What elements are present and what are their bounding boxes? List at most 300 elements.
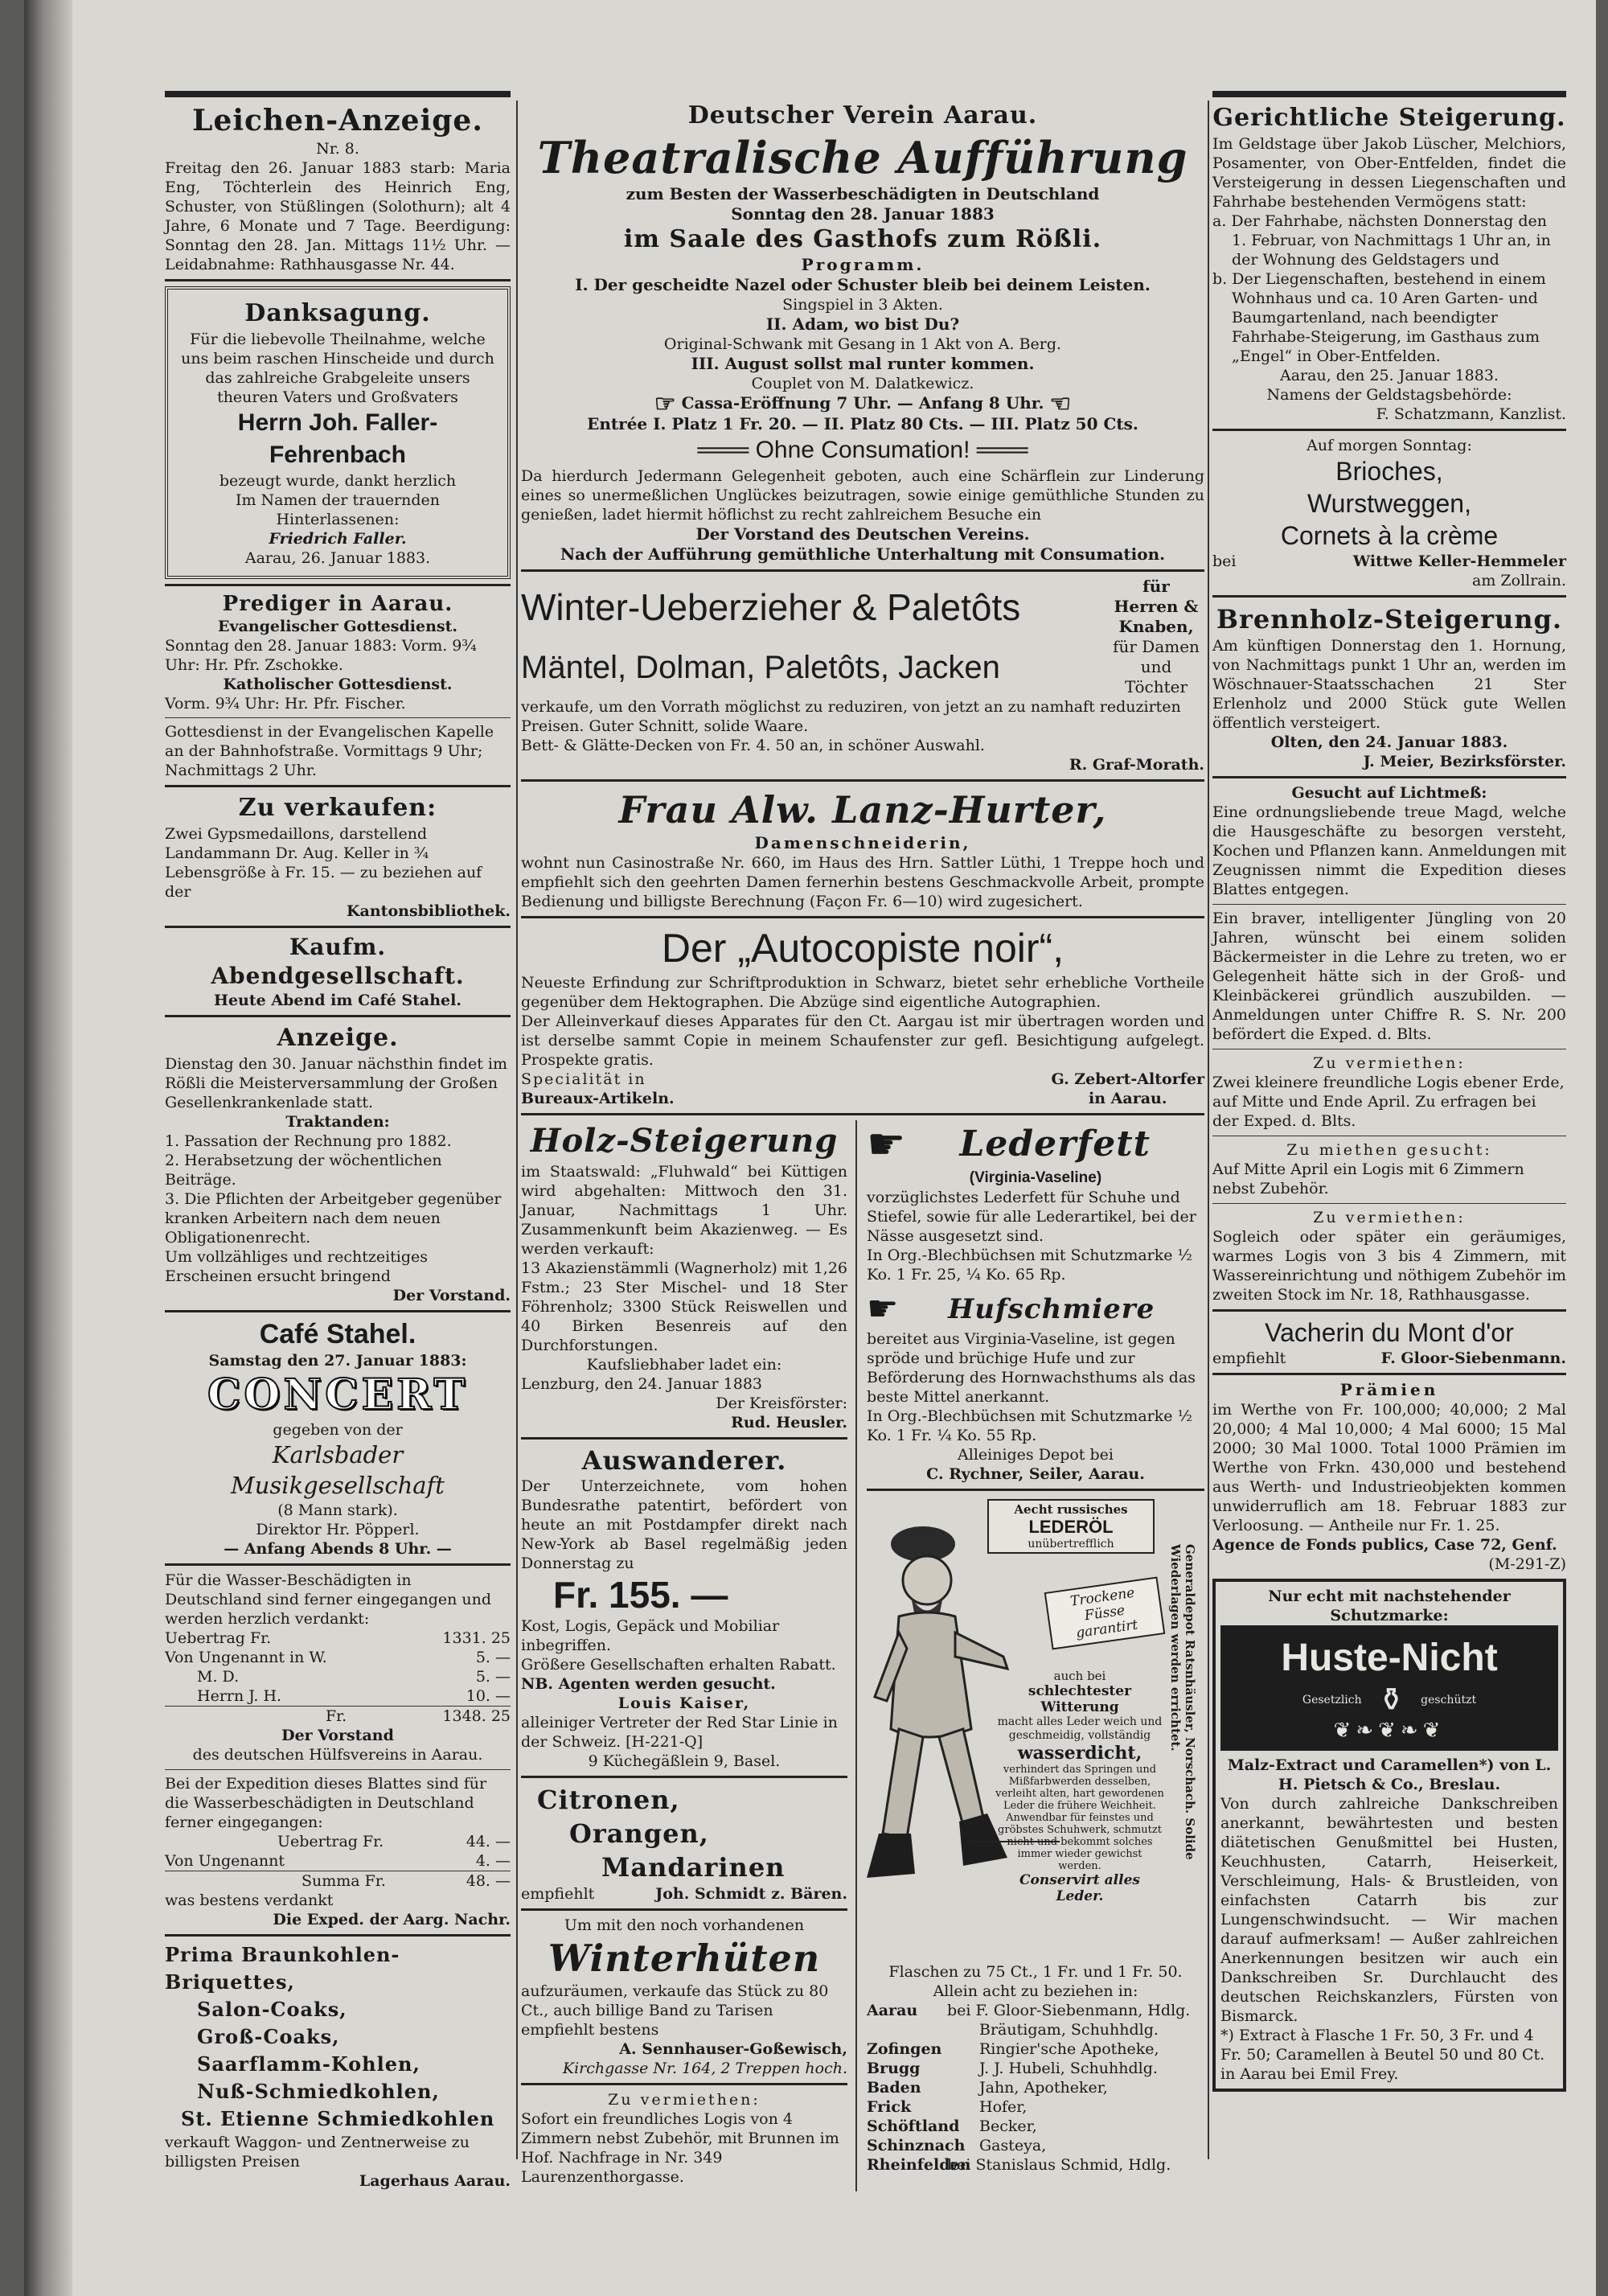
holz-text2: 13 Akazienstämmli (Wagnerholz) mit 1,26 Fstm.; 23 Ster Mischel- und 18 Ster Föhrenholz; 3300 Stück Reiswellen und 40 Birken Besenreis auf den Durchforstungen. <box>521 1259 847 1354</box>
holz-sign1: Der Kreisförster: <box>716 1394 847 1412</box>
pointing-hand-left-icon: ☜ <box>1049 390 1072 418</box>
lederoel-tag6: Conservirt alles Leder. <box>1019 1872 1140 1904</box>
lichtmess-ad <box>1212 783 1566 899</box>
holz-text3: Kaufsliebhaber ladet ein: <box>586 1356 782 1374</box>
theater-title: Theatralische Aufführung <box>537 132 1188 183</box>
praemien-title: Prämien <box>1339 1380 1439 1399</box>
newspaper-page <box>24 0 1596 2296</box>
lederoel-tag4: wasserdicht, <box>1017 1743 1142 1764</box>
gericht-date: Aarau, den 25. Januar 1883. <box>1280 367 1499 384</box>
depot-row <box>867 2059 1204 2078</box>
rule <box>165 584 511 586</box>
depot-town: Aarau <box>867 2002 918 2019</box>
anzeige-text2: Um vollzähliges und rechtzeitiges Erscheinen ersucht bringend <box>165 1248 429 1285</box>
huste-text: Malz-Extract und Caramellen*) von L. H. Pietsch & Co., Breslau. <box>1227 1756 1552 1793</box>
leichen-nr: Nr. 8. <box>316 140 359 158</box>
winter-text2: Bett- & Glätte-Decken von Fr. 4. 50 an, in schöner Auswahl. <box>521 737 985 754</box>
pointing-hand-right-icon: ☛ <box>867 1119 906 1169</box>
lederfett-text: vorzüglichstes Lederfett für Schuhe und Stiefel, sowie für alle Lederartikel, bei der Nässe ausgesetzt sind. <box>867 1189 1196 1245</box>
leichen-anzeige <box>165 102 511 274</box>
kohlen-text: verkauft Waggon- und Zentnerweise zu billigsten Preisen <box>165 2134 470 2171</box>
middle-split <box>521 1120 1204 2191</box>
row-value: 44. — <box>466 1833 511 1850</box>
huf-sign: C. Rychner, Seiler, Aarau. <box>926 1465 1145 1483</box>
lanz-text: wohnt nun Casinostraße Nr. 660, im Haus des Hrn. Sattler Lüthi, 1 Treppe hoch und empfiehlt sich den geehrten Damen fernerhin bestens Geschmackvolle Arbeit, prompte Bedienung und billigste Berechnung (Façon Fr. 6—10) wird zugesichert. <box>521 854 1204 910</box>
theater-p2: II. Adam, wo bist Du? <box>765 314 960 334</box>
theater-text: Da hierdurch Jedermann Gelegenheit geboten, auch eine Schärflein zur Linderung eines so unermeßlichen Unglückes beizutragen, sowie einige gemüthliche Stunden zu genießen, ladet hiermit höflichst zu recht zahlreichem Besuche ein <box>521 467 1204 524</box>
wasser-sign1: Der Vorstand <box>281 1727 394 1744</box>
auto-sign1: G. Zebert-Altorfer <box>1051 1070 1204 1088</box>
rule <box>1212 595 1566 598</box>
anzeige-text: Dienstag den 30. Januar nächsthin findet im Rößli die Meisterversammlung der Großen Gesellenkrankenlade statt. <box>165 1055 508 1111</box>
depot-row <box>867 2117 1204 2136</box>
row-label: Fr. <box>326 1707 347 1725</box>
winter-line2: Mäntel, Dolman, Paletôts, Jacken <box>521 649 1000 685</box>
huf-title: Hufschmiere <box>948 1293 1155 1325</box>
brioches-sign: Wittwe Keller-Hemmeler <box>1352 552 1566 570</box>
vacherin-title: Vacherin du Mont d'or <box>1265 1318 1514 1347</box>
holz-ad <box>521 1120 847 1432</box>
vacherin-foot <box>1212 1349 1566 1368</box>
winter-ad <box>521 577 1204 774</box>
kohlen-line: Groß-Coaks, <box>197 2025 340 2048</box>
exp-row <box>165 1851 511 1871</box>
dank-date: Aarau, 26. Januar 1883. <box>244 549 431 567</box>
lederoel-tag1: auch bei <box>1053 1669 1106 1683</box>
hueten-title: Winterhüten <box>548 1937 821 1980</box>
wasser-row <box>165 1667 511 1686</box>
wasser-row <box>165 1648 511 1667</box>
cafe-concert: CONCERT <box>207 1370 469 1419</box>
gericht-behoerde: Namens der Geldstagsbehörde: <box>1266 386 1512 404</box>
rule <box>1212 776 1566 778</box>
huste-trademark <box>1220 1627 1558 1751</box>
ausw-text2: Kost, Logis, Gepäck und Mobiliar inbegriffen. <box>521 1617 780 1654</box>
column-right <box>1212 84 1566 2159</box>
citronen-ad <box>521 1783 847 1904</box>
theater-entree: Entrée I. Platz 1 Fr. 20. — II. Platz 80 Cts. — III. Platz 50 Cts. <box>587 414 1138 433</box>
brioches-bei: bei <box>1212 552 1237 570</box>
column-left <box>165 84 511 2190</box>
dank-signer: Friedrich Faller. <box>269 530 407 548</box>
cafe-stahel <box>165 1317 511 1559</box>
vase-emblem-icon: ⚱ <box>1377 1682 1405 1719</box>
hufschmiere-ad <box>867 1289 1204 1484</box>
row-label: M. D. <box>197 1668 240 1686</box>
kohlen-line: Prima Braunkohlen-Briquettes, <box>165 1943 400 1994</box>
gerichtliche-steigerung <box>1212 102 1566 424</box>
praemien-text: im Werthe von Fr. 100,000; 40,000; 2 Mal 20,000; 4 Mal 10,000; 4 Mal 6000; 15 Mal 2000; 30 Mal 1000. Total 1000 Prämien im Werthe von Frkn. 430,000 und bestehend aus Werth- und Industrieobjekten kommen unwiderruflich am 18. Februar 1883 zur Verloosung. — Antheile nur Fr. 1. 25. <box>1212 1401 1566 1534</box>
prediger-ev: Evangelischer Gottesdienst. <box>218 618 457 635</box>
citronen-foot <box>521 1884 847 1904</box>
depot-row <box>867 2020 1204 2039</box>
hueten-addr: Kirchgasse Nr. 164, 2 Treppen hoch. <box>562 2060 847 2077</box>
row-label: Von Ungenannt <box>165 1852 285 1870</box>
brennholz-text: Am künftigen Donnerstag den 1. Hornung, von Nachmittags punkt 1 Uhr an, werden im Wöschnauer-Staatsschachen 21 Ster Erlenholz und 2000 Stück gute Wellen öffentlich versteigert. <box>1212 637 1566 732</box>
depot-row <box>867 2078 1204 2097</box>
huf-head <box>867 1289 1204 1329</box>
lederoel-illustration <box>867 1496 1204 1962</box>
anzeige-trak: Traktanden: <box>285 1113 390 1131</box>
praemien-code: (M-291-Z) <box>1488 1555 1566 1573</box>
dank-title: Danksagung. <box>244 299 431 327</box>
citronen-sign: Joh. Schmidt z. Bären. <box>655 1885 847 1903</box>
kohlen-line: Saarflamm-Kohlen, <box>197 2052 420 2076</box>
verkauf-sign: Kantonsbibliothek. <box>347 902 511 920</box>
lederoel-head3: unübertrefflich <box>1028 1538 1114 1551</box>
auto-spec2: Bureaux-Artikeln. <box>521 1090 675 1107</box>
ausw-text4: alleiniger Vertreter der Red Star Linie in der Schweiz. [H-221-Q] <box>521 1714 838 1751</box>
theater-nach: Nach der Aufführung gemüthliche Unterhaltung mit Consumation. <box>560 544 1166 564</box>
lederoel-head1: Aecht russisches <box>1014 1502 1128 1517</box>
auto-sign2: in Aarau. <box>1089 1090 1167 1107</box>
huf-text: bereitet aus Virginia-Vaseline, ist gegen spröde und brüchige Hufe und zur Beförderung des Hornwachsthums als das beste Mittel anerkannt. <box>867 1330 1196 1406</box>
rule <box>521 1908 847 1911</box>
rule <box>165 1310 511 1312</box>
huste-title: Huste-Nicht <box>1281 1637 1498 1679</box>
prediger-kath-text: Vorm. 9¾ Uhr: Hr. Pfr. Fischer. <box>165 695 406 713</box>
dank-name: Herrn Joh. Faller-Fehrenbach <box>237 409 438 468</box>
rule <box>521 1776 847 1778</box>
wasser-total <box>165 1706 511 1726</box>
double-rule-icon: ═══ <box>976 437 1028 463</box>
hueten-pre: Um mit den noch vorhandenen <box>564 1916 805 1934</box>
holz-date: Lenzburg, den 24. Januar 1883 <box>521 1375 762 1393</box>
prediger-kapelle: Gottesdienst in der Evangelischen Kapelle an der Bahnhofstraße. Vormittags 9 Uhr; Nachmittags 2 Uhr. <box>165 723 494 779</box>
theater-p1: I. Der gescheidte Nazel oder Schuster bleib bei deinem Leisten. <box>575 275 1151 294</box>
kaufm-abendgesellschaft <box>165 933 511 1010</box>
row-value: 4. — <box>475 1852 511 1870</box>
cafe-mann: (8 Mann stark). <box>277 1501 398 1519</box>
verm1-title: Zu vermiethen: <box>1313 1054 1466 1072</box>
anzeige-item: 2. Herabsetzung der wöchentlichen Beiträge. <box>165 1152 442 1189</box>
brioches-pre: Auf morgen Sonntag: <box>1306 437 1472 454</box>
lederoel-tag3: macht alles Leder weich und geschmeidig, vollständig <box>997 1715 1163 1742</box>
depot-shop: J. J. Hubeli, Schuhhdlg. <box>979 2060 1158 2077</box>
anzeige-sign: Der Vorstand. <box>392 1287 511 1304</box>
brioches-l3: Cornets à la crème <box>1280 521 1499 550</box>
ausw-agents: NB. Agenten werden gesucht. <box>521 1675 776 1693</box>
wasser-sign2: des deutschen Hülfsvereins in Aarau. <box>192 1746 483 1764</box>
anzeige-item: 3. Die Pflichten der Arbeitgeber gegenüber kranken Arbeitern nach dem neuen Obligationenrecht. <box>165 1190 502 1247</box>
theater-kassa-row <box>521 390 1204 418</box>
hueten-text: aufzuräumen, verkaufe das Stück zu 80 Ct., auch billige Band zu Tarisen empfiehlt bestens <box>521 1982 829 2039</box>
kohlen-line: Nuß-Schmiedkohlen, <box>197 2080 440 2103</box>
holz-sign2: Rud. Heusler. <box>731 1414 847 1431</box>
depot-row <box>867 2001 1204 2020</box>
kohlen-line: Salon-Coaks, <box>197 1998 347 2021</box>
top-rule <box>165 91 511 97</box>
rule <box>165 279 511 281</box>
exp-total <box>165 1871 511 1891</box>
lanz-title: Frau Alw. Lanz-Hurter, <box>618 788 1107 832</box>
anzeige-item: 1. Passation der Rechnung pro 1882. <box>165 1132 452 1150</box>
rule <box>165 1563 511 1566</box>
winter-sign: R. Graf-Morath. <box>1069 756 1204 774</box>
vermiethen-2 <box>1212 1208 1566 1304</box>
anzeige-title: Anzeige. <box>277 1024 399 1052</box>
theater-l3: im Saale des Gasthofs zum Rößli. <box>623 225 1102 253</box>
winter-row2 <box>521 637 1204 697</box>
winter-text: verkaufe, um den Vorrath möglichst zu reduziren, von jetzt an zu namhaft reduzirten Preisen. Guter Schnitt, solide Waare. <box>521 698 1181 735</box>
rule <box>165 926 511 928</box>
auto-title: Der „Autocopiste noir“, <box>661 926 1064 971</box>
theater-p1b: Singspiel in 3 Akten. <box>782 296 943 314</box>
row-label: Herrn J. H. <box>197 1687 282 1705</box>
thin-rule <box>1212 904 1566 905</box>
auto-signblock <box>1052 1070 1204 1108</box>
cafe-dir: Direktor Hr. Pöpperl. <box>256 1521 420 1538</box>
verm1-text: Zwei kleinere freundliche Logis ebener Erde, auf Mitte und Ende April. Zu erfragen bei der Exped. d. Blts. <box>1212 1074 1565 1130</box>
lederoel-head2: LEDERÖL <box>1028 1517 1114 1537</box>
row-value: 48. — <box>466 1872 511 1890</box>
verkauf-title: Zu verkaufen: <box>238 794 437 822</box>
lederoel-tag <box>995 1669 1164 1904</box>
lederoel-price: Flaschen zu 75 Ct., 1 Fr. und 1 Fr. 50. <box>888 1963 1183 1981</box>
thin-rule <box>165 717 511 718</box>
wasser-row <box>165 1629 511 1648</box>
lederoel-sign-text: Trockene Füsse garantirt <box>1069 1584 1139 1642</box>
dank-text2: bezeugt wurde, dankt herzlich <box>219 472 457 490</box>
lederoel-depots <box>867 2001 1204 2175</box>
rule <box>521 2083 847 2085</box>
kohlen-line: St. Etienne Schmiedkohlen <box>181 2107 495 2130</box>
rule <box>1212 1309 1566 1312</box>
depot-row <box>867 2155 1204 2175</box>
theater-ohne: Ohne Consumation! <box>755 437 970 463</box>
winter-title: Winter-Ueberzieher & Paletôts <box>521 585 1021 628</box>
depot-row <box>867 2097 1204 2117</box>
depot-shop: Jahn, Apotheker, <box>979 2079 1108 2097</box>
rule <box>165 1934 511 1937</box>
rule <box>867 1489 1204 1491</box>
ausw-text3: Größere Gesellschaften erhalten Rabatt. <box>521 1656 836 1674</box>
prediger-ev-text: Sonntag den 28. Januar 1883: Vorm. 9¾ Uhr: Hr. Pfr. Zschokke. <box>165 637 477 674</box>
thin-rule <box>1212 1203 1566 1204</box>
exp-sign: Die Exped. der Aarg. Nachr. <box>273 1911 511 1928</box>
auto-foot <box>521 1070 1204 1108</box>
ausw-text: Der Unterzeichnete, vom hohen Bundesrathe patentirt, befördert von heute an mit Postdampfer direkt nach New-York ab Basel regelmäßig jeden Donnerstag zu <box>521 1477 847 1572</box>
pointing-hand-right-icon: ☞ <box>654 390 676 418</box>
vacherin-ad <box>1212 1316 1566 1368</box>
citronen-sign-pre: empfiehlt <box>521 1885 595 1903</box>
depot-shop: Becker, <box>979 2117 1037 2135</box>
gericht-a: a. Der Fahrhabe, nächsten Donnerstag den 1. Februar, von Nachmittags 1 Uhr an, in der Wohnung des Geldstagers und <box>1212 212 1551 269</box>
holz-title: Holz-Steigerung <box>530 1122 839 1160</box>
brennholz-title: Brennholz-Steigerung. <box>1216 604 1563 635</box>
depot-town <box>867 2020 947 2039</box>
depot-shop: Bräutigam, Schuhhdlg. <box>979 2021 1159 2039</box>
brioches-addr: am Zollrain. <box>1472 572 1566 589</box>
rule <box>1212 1373 1566 1375</box>
auto-spec1: Specialität in <box>521 1070 646 1088</box>
vermiethen-mid <box>521 2090 847 2187</box>
gericht-b: b. Der Liegenschaften, bestehend in einem Wohnhaus und ca. 10 Aren Garten- und Baumgartenland, nach beendigter Fahrhabe-Steigerung, im Gasthaus zum „Engel“ in Ober-Entfelden. <box>1212 270 1546 365</box>
theater-ad <box>521 101 1204 565</box>
double-rule-icon: ═══ <box>697 437 749 463</box>
top-rule <box>1212 91 1566 97</box>
depot-shop: bei F. Gloor-Siebenmann, Hdlg. <box>947 2002 1191 2019</box>
prediger-kath: Katholischer Gottesdienst. <box>223 676 453 693</box>
verm-mid-text: Sofort ein freundliches Logis von 4 Zimmern nebst Zubehör, mit Brunnen im Hof. Nachfrage in Nr. 349 Laurenzenthorgasse. <box>521 2110 839 2186</box>
leichen-text: Freitag den 26. Januar 1883 starb: Maria Eng, Töchterlein des Heinrich Eng, Schuster, von Stüßlingen (Solothurn); alt 4 Jahre, 6 Monate und 7 Tage. Beerdigung: Sonntag den 28. Jan. Mittags 11½ Uhr. — Leidabnahme: Rathhausgasse Nr. 44. <box>165 159 511 273</box>
theater-sign: Der Vorstand des Deutschen Vereins. <box>695 524 1030 544</box>
depot-row <box>867 2136 1204 2155</box>
lederoel-side-text: Generaldepot Ratsnhäusler, Norschach. Solide Wiederlagen werden errichtet. <box>1168 1544 1197 1860</box>
row-label: Von Ungenannt in W. <box>165 1649 327 1666</box>
dank-text3: Im Namen der trauernden Hinterlassenen: <box>235 491 441 528</box>
theater-ohne-row <box>521 434 1204 466</box>
theater-p2b: Original-Schwank mit Gesang in 1 Akt von A. Berg. <box>663 335 1062 353</box>
huste-emblem-row <box>1229 1682 1550 1719</box>
lederoel-tag2: schlechtester Witterung <box>1028 1683 1132 1715</box>
kaufm-title: Kaufm. Abendgesellschaft. <box>211 934 465 989</box>
juengling-ad <box>1212 909 1566 1044</box>
wasser-spenden <box>165 1571 511 1764</box>
exp-row <box>165 1832 511 1851</box>
leichen-title: Leichen-Anzeige. <box>192 104 483 138</box>
brioches-l1: Brioches, <box>1335 457 1443 486</box>
lederoel-side <box>1168 1544 1200 1946</box>
prediger <box>165 591 511 780</box>
lanz-ad <box>521 787 1204 911</box>
lichtmess-title: Gesucht auf Lichtmeß: <box>1291 784 1487 802</box>
praemien-agence: Agence de Fonds publics, Case 72, Genf. <box>1212 1536 1557 1554</box>
expedition-spenden <box>165 1774 511 1929</box>
auto-text: Neueste Erfindung zur Schriftproduktion in Schwarz, bietet sehr erhebliche Vortheile gegenüber dem Hektographen. Die Abzüge sind eigentliche Autographien. <box>521 974 1204 1011</box>
page-binding <box>24 0 72 2296</box>
lederfett-title: Lederfett <box>959 1123 1151 1164</box>
column-divider-left <box>516 101 518 2159</box>
gericht-title: Gerichtliche Steigerung. <box>1212 104 1566 132</box>
row-value: 5. — <box>475 1668 511 1686</box>
miethen-gesucht <box>1212 1140 1566 1198</box>
lederfett-text2: In Org.-Blechbüchsen mit Schutzmarke ½ Ko. 1 Fr. 25, ¼ Ko. 65 Rp. <box>867 1247 1192 1284</box>
wasser-row <box>165 1686 511 1706</box>
lederoel-badge <box>987 1499 1155 1554</box>
citronen-line: Mandarinen <box>601 1852 786 1883</box>
rule <box>521 916 1204 918</box>
column-middle <box>521 84 1204 2186</box>
huf-text3: Alleiniges Depot bei <box>958 1446 1114 1464</box>
row-label: Uebertrag Fr. <box>165 1629 272 1647</box>
ausw-name: Louis Kaiser, <box>617 1694 751 1712</box>
huf-text2: In Org.-Blechbüchsen mit Schutzmarke ½ Ko. 1 Fr. ¼ Ko. 55 Rp. <box>867 1407 1192 1444</box>
huste-note: *) Extract à Flasche 1 Fr. 50, 3 Fr. und 4 Fr. 50; Caramellen à Beutel 50 und 80 Ct. in Aarau bei Emil Frey. <box>1220 2027 1545 2083</box>
exp-text: Bei der Expedition dieses Blattes sind für die Wasserbeschädigten in Deutschland ferner eingegangen: <box>165 1775 487 1831</box>
theater-verein: Deutscher Verein Aarau. <box>687 101 1038 129</box>
verm2-title: Zu vermiethen: <box>1313 1209 1466 1226</box>
verm2-text: Sogleich oder später ein geräumiges, warmes Logis von 3 bis 4 Zimmern, mit Wassereinrichtung und nöthigem Zubehör im zweiten Stock im Nr. 18, Rathhausgasse. <box>1212 1228 1566 1304</box>
vermiethen-1 <box>1212 1054 1566 1131</box>
column-divider-right <box>1208 101 1209 2159</box>
verkauf-text: Zwei Gypsmedaillons, darstellend Landammann Dr. Aug. Keller in ¾ Lebensgröße à Fr. 15. — zu beziehen auf der <box>165 825 482 901</box>
citronen-line: Orangen, <box>569 1818 709 1849</box>
theater-p3b: Couplet von M. Dalatkewicz. <box>751 375 974 392</box>
winterhueten-ad <box>521 1916 847 2078</box>
lederfett-ad <box>867 1120 1204 1284</box>
lederfett-sub: (Virginia-Vaseline) <box>969 1169 1102 1186</box>
depot-town: Rheinfelden <box>867 2156 971 2174</box>
huste-text2: Von durch zahlreiche Dankschreiben anerkannt, bewährtesten und besten diätetischen Genußmittel bei Husten, Keuchhusten, Catarrh, Heiserkeit, Verschleimung, Hals- & Brustleiden, von einfachsten Catarrh bis zur Lungenschwindsucht. — Wir machen darauf aufmerksam! — Außer zahlreichen Anerkennungen besitzen wir auch ein Dankschreiben Sr. Durchlaucht des deutschen Reichskanzlers, Fürsten von Bismarck. <box>1220 1795 1558 2025</box>
huste-sub2: geschützt <box>1421 1694 1477 1707</box>
thin-rule <box>165 1769 511 1770</box>
depot-town: Schöftland <box>867 2117 960 2135</box>
depot-town: Brugg <box>867 2060 921 2077</box>
brennholz-ad <box>1212 602 1566 771</box>
row-value: 1348. 25 <box>442 1707 511 1725</box>
depot-town: Schinznach <box>867 2137 966 2154</box>
rule <box>521 1437 847 1440</box>
middle-subcol-left <box>521 1120 857 2191</box>
middle-subcol-right <box>867 1120 1204 2191</box>
depot-row <box>867 2039 1204 2059</box>
winter-side2: für Damen und Töchter <box>1113 637 1200 696</box>
auto-text2: Der Alleinverkauf dieses Apparates für den Ct. Aargau ist mir übertragen worden und ist derselbe sammt Copie in meinem Schaufenster zur gefl. Besichtigung aufgelegt. Prospekte gratis. <box>521 1012 1204 1069</box>
kohlen-sign: Lagerhaus Aarau. <box>359 2172 511 2190</box>
depot-shop: bei Stanislaus Schmid, Hdlg. <box>947 2156 1171 2174</box>
row-value: 10. — <box>466 1687 511 1705</box>
huste-nicht-ad <box>1212 1579 1566 2092</box>
theater-l2: Sonntag den 28. Januar 1883 <box>731 204 995 224</box>
rule <box>165 1015 511 1017</box>
citronen-line: Citronen, <box>537 1785 680 1815</box>
brioches-l2: Wurstweggen, <box>1307 489 1471 518</box>
cafe-kapelle: Karlsbader Musikgesellschaft <box>231 1441 445 1499</box>
lichtmess-text: Eine ordnungsliebende treue Magd, welche die Hausgeschäfte zu besorgen versteht, Kochen und Pflanzen kann. Anmeldungen mit Zeugnissen nimmt die Expedition dieses Blattes entgegen. <box>1212 803 1566 898</box>
lederoel-tag5: verhindert das Springen und Mißfarbwerden desselben, verleiht alten, hart gewordenen Leder die frühere Weichheit. Anwendbar für feinstes und gröbstes Schuhwerk, schmutzt nicht und bekommt solches immer wieder gewichst werden. <box>995 1764 1164 1872</box>
juengling-text: Ein braver, intelligenter Jüngling von 20 Jahren, wünscht bei einem soliden Bäckermeister in die Lehre zu treten, wo er Gelegenheit hätte sich in der Groß- und Kleinbäckerei gründlich auszubilden. — Anmeldungen unter Chiffre R. S. Nr. 200 befördert die Exped. d. Blts. <box>1212 910 1566 1043</box>
gesucht-title: Zu miethen gesucht: <box>1286 1141 1492 1159</box>
hueten-sign: A. Sennhauser-Goßewisch, <box>619 2040 847 2058</box>
vacherin-sign: F. Gloor-Siebenmann. <box>1380 1349 1566 1367</box>
lederoel-ad <box>867 1496 1204 2175</box>
row-value: 1331. 25 <box>442 1629 511 1647</box>
lanz-sub: Damenschneiderin, <box>754 833 971 852</box>
gericht-text: Im Geldstage über Jakob Lüscher, Melchiors, Posamenter, von Ober-Entfelden, findet die Versteigerung in dessen Liegenschaften und Fahrhabe bestehenden Vermögens statt: <box>1212 135 1566 211</box>
rule <box>521 779 1204 782</box>
vacherin-pre: empfiehlt <box>1212 1349 1286 1367</box>
ausw-price: Fr. 155. — <box>553 1574 728 1616</box>
anzeige <box>165 1022 511 1305</box>
theater-p3: III. August sollst mal runter kommen. <box>691 354 1035 373</box>
verm-mid-title: Zu vermiethen: <box>608 2091 761 2109</box>
rule <box>521 1113 1204 1115</box>
theater-l1: zum Besten der Wasserbeschädigten in Deutschland <box>626 184 1100 203</box>
autocopiste-ad <box>521 923 1204 1108</box>
auswanderer-ad <box>521 1444 847 1771</box>
row-label: Uebertrag Fr. <box>277 1833 384 1850</box>
dank-text: Für die liebevolle Theilnahme, welche uns beim raschen Hinscheide und durch das zahlreiche Grabgeleite unsers theuren Vaters und Großvaters <box>181 331 494 406</box>
huste-header: Nur echt mit nachstehender Schutzmarke: <box>1220 1587 1558 1627</box>
theater-prog: Programm. <box>801 255 925 274</box>
holz-text: im Staatswald: „Fluhwald“ bei Küttigen wird abgehalten: Mittwoch den 31. Januar, Nachmittags 1 Uhr. Zusammenkunft beim Akazienweg. — Es werden verkauft: <box>521 1163 847 1258</box>
depot-town: Baden <box>867 2079 921 2097</box>
depot-shop: Ringier'sche Apotheke, <box>979 2040 1159 2058</box>
gesucht-text: Auf Mitte April ein Logis mit 6 Zimmern nebst Zubehör. <box>1212 1160 1524 1197</box>
danksagung <box>165 286 511 579</box>
cafe-given: gegeben von der <box>273 1421 403 1439</box>
ausw-addr: 9 Küchegäßlein 9, Basel. <box>588 1752 781 1770</box>
brennholz-sign: J. Meier, Bezirksförster. <box>1363 753 1566 770</box>
auto-spec <box>521 1070 675 1108</box>
winter-side1: für Herren & Knaben, <box>1114 577 1199 636</box>
winter-row1 <box>521 577 1204 637</box>
praemien-ad <box>1212 1380 1566 1574</box>
depot-shop: Hofer, <box>979 2098 1028 2116</box>
pointing-hand-right-icon: ☛ <box>867 1288 899 1329</box>
depot-town: Zofingen <box>867 2040 942 2058</box>
